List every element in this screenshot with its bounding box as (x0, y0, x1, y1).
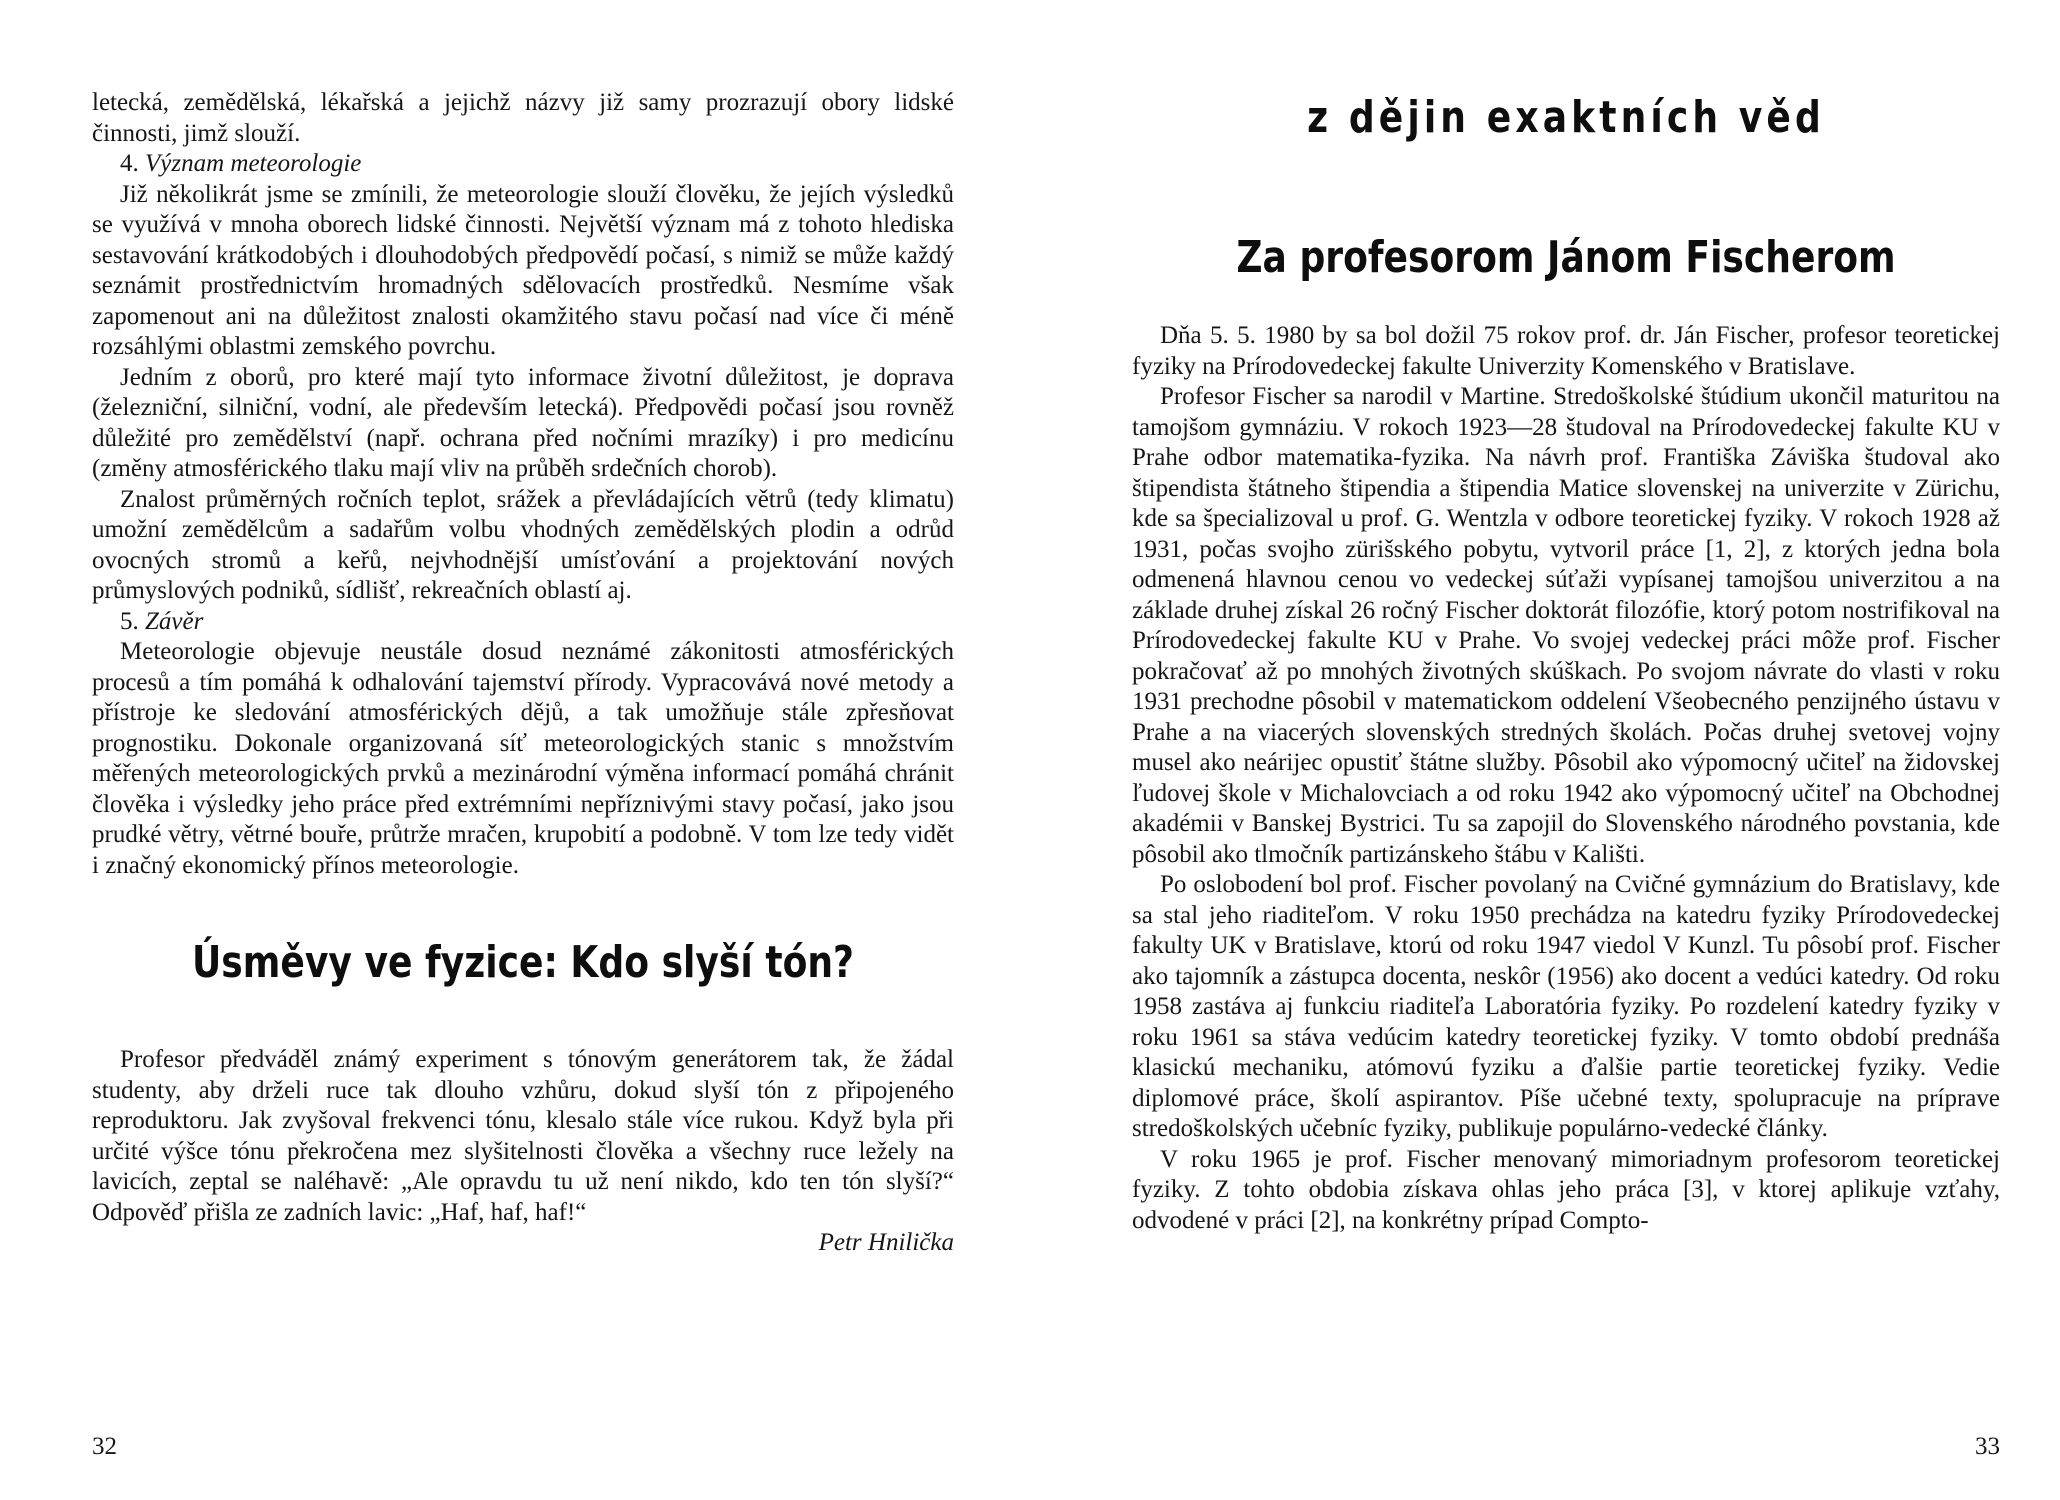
section-heading-5 (92, 607, 954, 638)
page-number: 33 (1975, 1433, 2000, 1460)
paragraph: Dňa 5. 5. 1980 by sa bol dožil 75 rokov prof. dr. Ján Fischer, profesor teoretickej fyziky na Prírodovedeckej fakulte Univerzity Komenského v Bratislave. (1132, 322, 2000, 380)
section-heading-4 (92, 149, 954, 180)
page-number: 32 (92, 1433, 117, 1460)
right-text-column (1132, 87, 2000, 1236)
section-title: Význam meteorologie (145, 150, 362, 177)
right-page (1030, 0, 2060, 1500)
paragraph: Po oslobodení bol prof. Fischer povolaný na Cvičné gymnázium do Bratislavy, kde sa stal jeho riaditeľom. V roku 1950 prechádza na katedru fyziky Prírodovedeckej fakulty UK v Bratislave, ktorú od roku 1947 viedol V Kunzl. Tu pôsobí prof. Fischer ako tajomník a zástupca docenta, neskôr (1956) ako docent a vedúci katedry. Od roku 1958 zastáva aj funkciu riaditeľa Laboratória fyziky. Po rozdelení katedry fyziky v roku 1961 sa stáva vedúcim katedry teoretickej fyziky. V tomto období prednáša klasickú mechaniku, atómovú fyziku a ďalšie partie teoretickej fyziky. Vedie diplomové práce, školí aspirantov. Píše učebné texty, spolupracuje na príprave stredoškolských učebníc fyziky, publikuje populárno-vedecké články. (1132, 871, 2000, 1142)
humor-paragraph: Profesor předváděl známý experiment s tónovým generátorem tak, že žádal studenty, aby drželi ruce tak dlouho vzhůru, dokud slyší tón z připojeného reproduktoru. Jak zvyšoval frekvenci tónu, klesalo stále více rukou. Když byla při určité výšce tónu překročena mez slyšitelnosti člověka a všechny ruce ležely na lavicích, zeptal se naléhavě: „Ale opravdu tu už není nikdo, kdo ten tón slyší?“ Odpověď přišla ze zadních lavic: „Haf, haf, haf!“ (92, 1046, 954, 1226)
paragraph: Znalost průměrných ročních teplot, srážek a převládajících větrů (tedy klimatu) umožní zemědělcům a sadařům volbu vhodných zemědělských plodin a odrůd ovocných stromů a keřů, nejvhodnější umísťování a projektování nových průmyslových podniků, sídlišť, rekreačních oblastí aj. (92, 485, 954, 604)
paragraph: Meteorologie objevuje neustále dosud neznámé zákonitosti atmosférických procesů a tím pomáhá k odhalování tajemství přírody. Vypracovává nové metody a přístroje ke sledování atmosférických dějů, a tak umožňuje stále zpřesňovat prognostiku. Dokonale organizovaná síť meteorologických stanic s množstvím měřených meteorologických prvků a mezinárodní výměna informací pomáhá chránit člověka i výsledky jeho práce před extrémními nepříznivými stavy počasí, jako jsou prudké větry, větrné bouře, průtrže mračen, krupobití a podobně. V tom lze tedy vidět i značný ekonomický přínos meteorologie. (92, 638, 954, 879)
series-title: z dějin exaktních věd (1307, 92, 1825, 143)
section-number: 4. (120, 150, 139, 177)
paragraph: V roku 1965 je prof. Fischer menovaný mimoriadnym profesorom teoretickej fyziky. Z tohto obdobia získava ohlas jeho práca [3], v ktorej aplikuje vzťahy, odvodené v práci [2], na konkrétny prípad Compto- (1132, 1145, 2000, 1234)
author-signature: Petr Hnilička (818, 1229, 954, 1256)
paragraph: Profesor Fischer sa narodil v Martine. Stredoškolské štúdium ukončil maturitou na tamojšom gymnáziu. V rokoch 1923—28 študoval na Prírodovedeckej fakulte KU v Prahe odbor matematika-fyzika. Na návrh prof. Františka Záviška študoval ako štipendista štátneho štipendia a štipendia Matice slovenskej na univerzite v Zürichu, kde sa špecializoval u prof. G. Wentzla v odbore teoretickej fyziky. V rokoch 1928 až 1931, počas svojho zürišského pobytu, vytvoril práce [1, 2], z ktorých jedna bola odmenená hlavnou cenou vo vedeckej súťaži vypísanej tamojšou univerzitou a na základe druhej získal 26 ročný Fischer doktorát filozófie, ktorý potom nostrifikoval na Prírodovedeckej fakulte KU v Prahe. Vo svojej vedeckej práci môže prof. Fischer pokračovať až po mnohých životných skúškach. Po svojom návrate do vlasti v roku 1931 prechodne pôsobil v matematickom oddelení Všeobecného penzijného ústavu v Prahe a na viacerých slovenských stredných školách. Počas druhej svetovej vojny musel ako neárijec opustiť štátne služby. Pôsobil ako výpomocný učiteľ na židovskej ľudovej škole v Michalovciach a od roku 1942 ako výpomocný učiteľ na Obchodnej akadémii v Banskej Bystrici. Tu sa zapojil do Slovenského národného povstania, kde pôsobil ako tlmočník partizánskeho štábu v Kališti. (1132, 383, 2000, 868)
article-title: Za profesorom Jánom Fischerom (1236, 232, 1896, 283)
humor-heading: Úsměvy ve fyzice: Kdo slyší tón? (192, 937, 854, 988)
section-title: Závěr (145, 607, 204, 635)
paragraph: Již několikrát jsme se zmínili, že meteorologie slouží člověku, že jejích výsledků se využívá v mnoha oborech lidské činnosti. Největší význam má z tohoto hlediska sestavování krátkodobých i dlouhodobých předpovědí počasí, s nimiž se může každý seznámit prostřednictvím hromadných sdělovacích prostředků. Nesmíme však zapomenout ani na důležitost znalosti okamžitého stavu počasí nad více či méně rozsáhlými oblastmi zemského povrchu. (92, 180, 954, 360)
paragraph: Jedním z oborů, pro které mají tyto informace životní důležitost, je doprava (železniční, silniční, vodní, ale především letecká). Předpovědi počasí jsou rovněž důležité pro zemědělství (např. ochrana před nočními mrazíky) i pro medicínu (změny atmosférického tlaku mají vliv na průběh srdečních chorob). (92, 363, 954, 482)
left-text-column (92, 88, 954, 1259)
continuation-paragraph: letecká, zemědělská, lékařská a jejichž názvy již samy prozrazují obory lidské činnosti, jimž slouží. (92, 89, 954, 147)
section-number: 5. (120, 607, 139, 635)
